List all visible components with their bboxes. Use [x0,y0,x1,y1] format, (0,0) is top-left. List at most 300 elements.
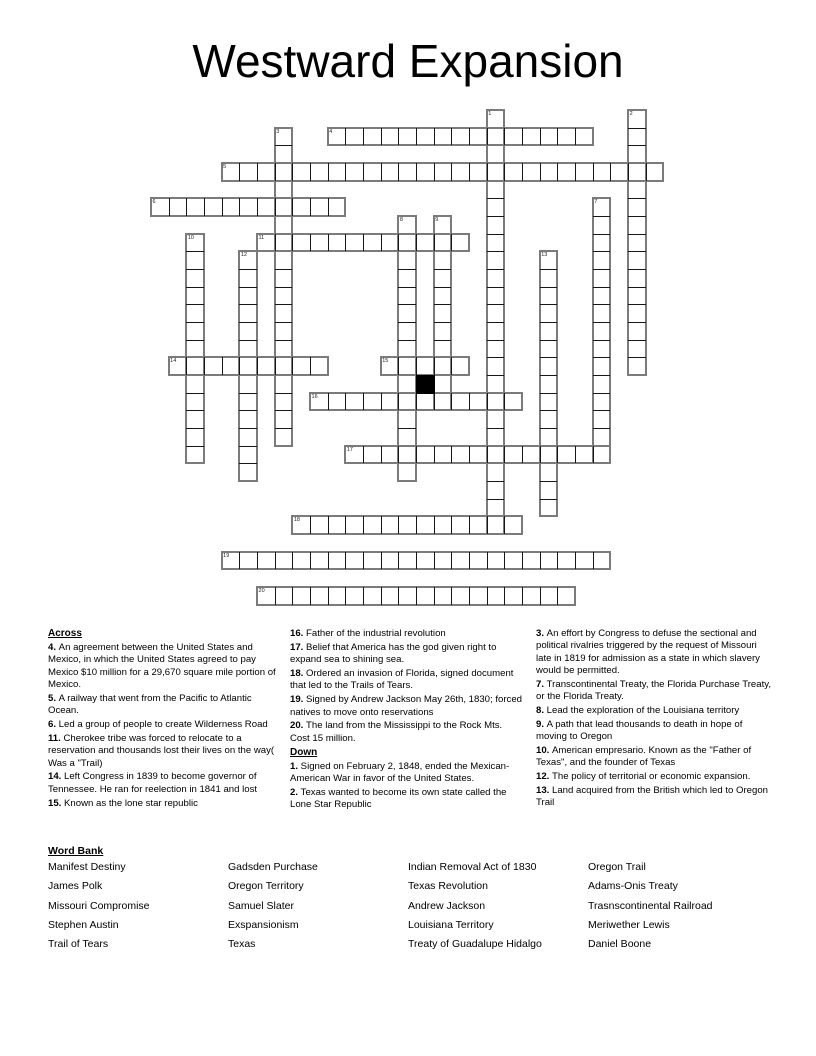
cell-separator [328,552,329,570]
cell-separator [345,516,346,534]
cell-separator [540,322,558,323]
cell-separator [186,428,204,429]
word-17-across [344,445,611,465]
cell-separator [593,269,611,270]
cell-separator [222,357,223,375]
cell-separator [275,269,293,270]
word-2-down [627,109,647,376]
clue-17: 17. Belief that America has the god given right to expand sea to shining sea. [290,641,497,666]
cell-separator [239,322,257,323]
grid-number-9: 9 [435,217,439,224]
cell-separator [593,287,611,288]
clue-number-label: 5. [48,692,59,704]
cell-separator [487,322,505,323]
word-bank-item: Texas [228,938,256,951]
word-4-across [327,127,594,147]
clue-number-label: 6. [48,719,59,731]
cell-separator [398,269,416,270]
cell-separator [434,587,435,605]
word-10-down [185,233,205,465]
cell-separator [328,393,329,411]
cell-separator [593,410,611,411]
cell-separator [310,552,311,570]
cell-separator [416,357,417,375]
cell-separator [186,446,204,447]
cell-separator [575,446,576,464]
word-bank-item: Louisiana Territory [408,918,494,931]
cell-separator [487,304,505,305]
cell-separator [469,163,470,181]
cell-separator [557,163,558,181]
word-6-across [150,197,346,217]
grid-number-12: 12 [240,252,247,259]
cell-separator [416,234,417,252]
cell-separator [328,587,329,605]
word-bank-item: Texas Revolution [408,880,488,893]
clue-4: 4. An agreement between the United States and Mexico, in which the United States agreed to pay Mexico $10 million for a 29,670 square mile portion of Mexico. [48,642,276,690]
cell-separator [275,287,293,288]
grid-number-17: 17 [346,446,353,453]
cell-separator [275,393,293,394]
grid-number-5: 5 [223,164,227,170]
cell-separator [398,446,399,464]
cell-separator [540,340,558,341]
cell-separator [628,287,646,288]
cell-separator [434,393,435,411]
cell-separator [186,340,204,341]
cell-separator [540,481,558,482]
cell-separator [628,163,629,181]
cell-separator [239,393,257,394]
cell-separator [345,393,346,411]
cell-separator [451,446,452,464]
cell-separator [186,269,204,270]
cell-separator [434,304,452,305]
cell-separator [398,304,416,305]
cell-separator [628,251,646,252]
word-bank-item: Oregon Trail [588,861,646,873]
grid-number-16: 16 [311,393,318,400]
cell-separator [416,128,417,146]
cell-separator [257,198,258,216]
cell-separator [186,251,204,252]
cell-separator [398,587,399,605]
clue-number-label: 13. [536,785,553,797]
cell-separator [487,287,505,288]
clue-number-label: 15. [48,797,65,809]
cell-separator [504,552,505,570]
cell-separator [239,552,240,570]
cell-separator [398,393,399,411]
clue-number-label: 7. [536,678,547,690]
cell-separator [522,552,523,570]
cell-separator [398,287,416,288]
cell-separator [345,163,346,181]
cell-separator [540,552,541,570]
clue-2: 2. Texas wanted to become its own state called the Lone Star Republic [290,786,507,811]
clue-18: 18. Ordered an invasion of Florida, signed document that led to the Trails of Tears. [290,668,514,692]
cell-separator [275,552,276,570]
clue-20: 20. The land from the Mississippi to the Rock Mts. Cost 15 million. [290,720,503,744]
cell-separator [487,198,505,199]
cell-separator [557,587,558,605]
cell-separator [345,234,346,252]
cell-separator [593,216,611,217]
cell-separator [398,552,399,570]
cell-separator [487,481,505,482]
cell-separator [434,446,435,464]
cell-separator [540,128,541,146]
cell-separator [416,587,417,605]
cell-separator [239,446,257,447]
cell-separator [434,516,435,534]
cell-separator [434,163,435,181]
cell-separator [239,410,257,411]
clue-number-label: 10. [536,745,553,757]
word-18-across [291,515,523,535]
cell-separator [275,357,276,375]
cell-separator [540,269,558,270]
cell-separator [540,428,558,429]
cell-separator [292,163,293,181]
cell-separator [469,587,470,605]
cell-separator [275,428,293,429]
cell-separator [522,128,523,146]
cell-separator [451,234,452,252]
cell-separator [540,304,558,305]
cell-separator [593,163,594,181]
clue-10: 10. American empresario. Known as the "Father of Texas", and the founder of Texas [536,745,752,769]
grid-number-11: 11 [258,234,265,241]
cell-separator [540,357,558,358]
cell-separator [275,304,293,305]
cell-separator [398,322,416,323]
cell-separator [345,552,346,570]
cell-separator [239,340,257,341]
cell-separator [628,304,646,305]
word-bank-item: Manifest Destiny [48,861,126,873]
cell-separator [328,516,329,534]
cell-separator [575,128,576,146]
cell-separator [487,393,488,411]
cell-separator [257,357,258,375]
clue-number-label: 12. [536,771,553,783]
cell-separator [522,446,523,464]
cell-separator [451,552,452,570]
cell-separator [540,587,541,605]
crossword-grid [151,110,665,606]
word-bank-item: James Polk [48,880,103,893]
cell-separator [310,587,311,605]
clue-8: 8. Lead the exploration of the Louisiana territory [536,704,740,716]
cell-separator [186,198,187,216]
cell-separator [575,552,576,570]
cell-separator [310,516,311,534]
cell-separator [487,163,488,181]
clue-15: 15. Known as the lone star republic [48,797,198,809]
clue-number-label: 4. [48,642,59,654]
cell-separator [186,410,204,411]
cell-separator [239,304,257,305]
cell-separator [186,393,204,394]
clue-number-label: 8. [536,704,547,716]
cell-separator [434,340,452,341]
cell-separator [381,393,382,411]
cell-separator [504,446,505,464]
word-5-across [221,162,665,182]
cell-separator [593,446,594,464]
cell-separator [593,304,611,305]
cell-separator [398,163,399,181]
cell-separator [593,375,611,376]
cell-separator [257,552,258,570]
black-cell [416,375,435,394]
cell-separator [434,287,452,288]
word-14-across [168,356,329,376]
clue-number-label: 17. [290,641,307,653]
word-15-across [380,356,470,376]
cell-separator [540,410,558,411]
cell-separator [628,128,646,129]
cell-separator [469,128,470,146]
cell-separator [275,198,276,216]
cell-separator [345,587,346,605]
clues-column-1 [48,628,278,812]
cell-separator [593,428,611,429]
cell-separator [275,322,293,323]
cell-separator [451,163,452,181]
cell-separator [540,393,558,394]
cell-separator [628,145,646,146]
cell-separator [540,163,541,181]
grid-number-1: 1 [488,111,492,117]
cell-separator [186,357,187,375]
cell-separator [434,357,435,375]
word-bank-item: Trasnscontinental Railroad [588,899,713,912]
clue-7: 7. Transcontinental Treaty, the Florida Purchase Treaty, or the Florida Treaty. [536,678,771,703]
clues-heading-down: Down [290,746,318,758]
word-bank-item: Treaty of Guadalupe Hidalgo [408,938,542,951]
cell-separator [292,552,293,570]
clue-number-label: 1. [290,760,301,772]
cell-separator [451,128,452,146]
cell-separator [434,269,452,270]
cell-separator [487,587,488,605]
word-bank-item: Meriwether Lewis [588,918,670,931]
cell-separator [381,128,382,146]
cell-separator [186,304,204,305]
cell-separator [469,446,470,464]
cell-separator [487,516,488,534]
clues-column-3 [536,628,772,811]
cell-separator [186,287,204,288]
clue-number-label: 9. [536,718,547,730]
grid-number-8: 8 [399,217,403,224]
cell-separator [239,428,257,429]
clue-number-label: 11. [48,732,64,744]
cell-separator [363,234,364,252]
cell-separator [487,428,505,429]
cell-separator [593,251,611,252]
cell-separator [487,216,505,217]
word-bank-item: Missouri Compromise [48,899,150,912]
word-bank-heading: Word Bank [48,845,104,857]
cell-separator [398,234,399,252]
cell-separator [398,128,399,146]
cell-separator [540,446,541,464]
cell-separator [328,234,329,252]
clue-13: 13. Land acquired from the British which led to Oregon Trail [536,785,768,809]
grid-number-7: 7 [594,199,598,206]
word-bank-column-3 [408,858,588,955]
cell-separator [398,428,416,429]
word-bank-item: Samuel Slater [228,899,294,912]
word-bank-item: Adams-Onis Treaty [588,880,678,893]
cell-separator [434,128,435,146]
cell-separator [504,587,505,605]
cell-separator [239,357,240,375]
clue-number-label: 14. [48,771,65,783]
cell-separator [593,552,594,570]
cell-separator [239,287,257,288]
cell-separator [593,393,611,394]
cell-separator [275,340,293,341]
cell-separator [628,269,646,270]
clue-number-label: 20. [290,720,307,732]
cell-separator [381,163,382,181]
word-bank-column-1 [48,858,228,955]
cell-separator [310,198,311,216]
cell-separator [469,393,470,411]
cell-separator [275,587,276,605]
cell-separator [398,516,399,534]
cell-separator [504,393,505,411]
clue-number-label: 18. [290,668,307,680]
cell-separator [434,234,435,252]
cell-separator [522,587,523,605]
cell-separator [416,446,417,464]
clue-number-label: 16. [290,628,307,639]
cell-separator [628,340,646,341]
cell-separator [628,357,646,358]
cell-separator [292,357,293,375]
cell-separator [628,234,646,235]
cell-separator [487,269,505,270]
cell-separator [345,128,346,146]
cell-separator [186,322,204,323]
cell-separator [469,516,470,534]
grid-number-10: 10 [187,234,194,241]
clue-3: 3. An effort by Congress to defuse the sectional and political rivalries triggered by the request of Missouri late in 1819 for admission as a state in which slavery would be permitted. [536,628,760,676]
cell-separator [381,234,382,252]
cell-separator [398,340,416,341]
cell-separator [451,516,452,534]
cell-separator [628,322,646,323]
cell-separator [310,234,311,252]
cell-separator [381,552,382,570]
cell-separator [381,516,382,534]
clue-5: 5. A railway that went from the Pacific to Atlantic Ocean. [48,692,252,717]
word-bank-item: Exspansionism [228,918,299,931]
cell-separator [275,410,293,411]
grid-number-6: 6 [152,199,156,206]
cell-separator [416,393,417,411]
cell-separator [292,198,293,216]
cell-separator [451,357,452,375]
word-bank-item: Indian Removal Act of 1830 [408,861,537,873]
cell-separator [593,340,611,341]
grid-number-13: 13 [541,252,548,259]
cell-separator [451,587,452,605]
cell-separator [504,128,505,146]
cell-separator [416,516,417,534]
cell-separator [257,163,258,181]
clues-heading-across: Across [48,628,82,639]
cell-separator [487,357,505,358]
word-bank-columns [48,858,788,958]
cell-separator [222,198,223,216]
clue-11: 11. Cherokee tribe was forced to relocate to a reservation and thousands lost their lives on the way( Was a "Trail) [48,732,275,769]
cell-separator [416,552,417,570]
grid-number-14: 14 [170,358,177,365]
word-bank-item: Andrew Jackson [408,899,486,912]
clue-6: 6. Led a group of people to create Wilderness Road [48,719,268,731]
grid-number-20: 20 [258,588,265,595]
cell-separator [363,552,364,570]
cell-separator [593,234,611,235]
clue-number-label: 2. [290,786,301,798]
cell-separator [487,499,505,500]
cell-separator [557,446,558,464]
cell-separator [239,269,257,270]
cell-separator [628,198,646,199]
cell-separator [540,287,558,288]
cell-separator [593,357,611,358]
cell-separator [310,357,311,375]
cell-separator [363,587,364,605]
clue-9: 9. A path that lead thousands to death in hope of moving to Oregon [536,718,743,743]
cell-separator [504,516,505,534]
cell-separator [434,552,435,570]
word-bank-item: Oregon Territory [228,880,304,893]
word-8-down [397,215,417,482]
clues-column-2 [290,628,522,813]
grid-number-18: 18 [293,517,300,524]
cell-separator [275,163,276,181]
cell-separator [292,587,293,605]
cell-separator [328,163,329,181]
cell-separator [363,128,364,146]
cell-separator [487,128,488,146]
cell-separator [557,128,558,146]
cell-separator [575,163,576,181]
grid-number-4: 4 [329,128,333,135]
clue-12: 12. The policy of territorial or economic expansion. [536,771,751,783]
cell-separator [363,516,364,534]
grid-number-3: 3 [276,128,280,135]
cell-separator [204,357,205,375]
cell-separator [522,163,523,181]
cell-separator [381,446,382,464]
grid-number-19: 19 [223,552,230,559]
word-bank-column-4 [588,858,768,955]
cell-separator [487,552,488,570]
cell-separator [487,234,505,235]
cell-separator [557,552,558,570]
cell-separator [239,163,240,181]
cell-separator [593,322,611,323]
clue-14: 14. Left Congress in 1839 to become governor of Tennessee. He ran for reelection in 1841 and lost [48,771,258,795]
